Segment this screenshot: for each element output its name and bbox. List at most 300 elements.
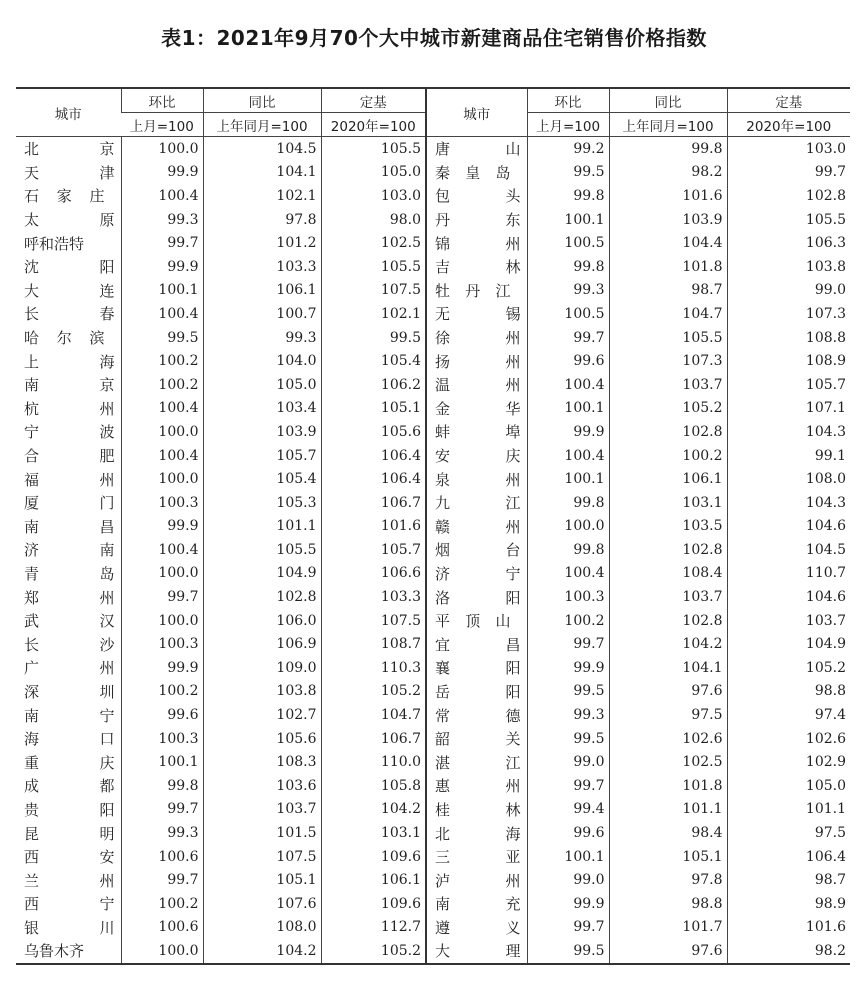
city-char: 理 [505, 942, 521, 961]
city-name [24, 705, 115, 726]
city-char: 南 [435, 895, 451, 914]
city-char: 德 [505, 706, 521, 725]
mom-value-right: 100.4 [527, 373, 609, 397]
yoy-value-right: 103.5 [609, 515, 727, 539]
city-char: 州 [505, 470, 521, 489]
yoy-value-right: 97.5 [609, 703, 727, 727]
city-char: 锦 [435, 234, 451, 253]
city-cell-left [16, 798, 121, 822]
city-cell-right [426, 585, 527, 609]
city-char: 西 [24, 895, 40, 914]
table-row [16, 750, 850, 774]
base-value-right: 104.5 [727, 538, 850, 562]
city-char: 惠 [435, 777, 451, 796]
city-name [435, 775, 521, 796]
mom-value-right: 99.8 [527, 538, 609, 562]
mom-value-left: 100.0 [121, 420, 203, 444]
city-char: 汉 [99, 612, 115, 631]
city-name [435, 539, 521, 560]
base-value-left: 101.6 [321, 515, 426, 539]
city-char: 南 [24, 706, 40, 725]
table-row [16, 939, 850, 964]
base-value-left: 105.6 [321, 420, 426, 444]
base-value-right: 103.0 [727, 137, 850, 161]
header-yoy-sub-right: 上年同月=100 [609, 113, 727, 137]
city-char: 蚌 [435, 423, 451, 442]
city-char: 州 [505, 871, 521, 890]
base-value-right: 102.6 [727, 727, 850, 751]
yoy-value-left: 104.5 [203, 137, 321, 161]
city-cell-left [16, 821, 121, 845]
mom-value-left: 100.4 [121, 397, 203, 421]
table-row [16, 231, 850, 255]
city-cell-left [16, 892, 121, 916]
city-name [24, 728, 115, 749]
city-name [24, 162, 115, 183]
city-char: 杭 [24, 399, 40, 418]
yoy-value-right: 103.1 [609, 491, 727, 515]
table-row [16, 137, 850, 161]
yoy-value-right: 102.6 [609, 727, 727, 751]
table-row [16, 798, 850, 822]
mom-value-left: 99.7 [121, 585, 203, 609]
table-row [16, 609, 850, 633]
table-row [16, 255, 850, 279]
city-char: 义 [505, 918, 521, 937]
yoy-value-right: 105.1 [609, 845, 727, 869]
price-index-table [16, 87, 850, 965]
mom-value-right: 99.7 [527, 632, 609, 656]
city-cell-left [16, 868, 121, 892]
mom-value-right: 100.1 [527, 208, 609, 232]
base-value-left: 106.6 [321, 562, 426, 586]
city-name: 乌鲁木齐 [24, 942, 85, 961]
base-value-right: 101.1 [727, 798, 850, 822]
base-value-right: 102.9 [727, 750, 850, 774]
city-name [435, 752, 521, 773]
city-name [435, 657, 521, 678]
base-value-right: 98.8 [727, 680, 850, 704]
city-cell-right [426, 703, 527, 727]
base-value-left: 106.4 [321, 444, 426, 468]
yoy-value-right: 97.8 [609, 868, 727, 892]
city-char: 哈 [24, 329, 40, 348]
city-cell-right [426, 868, 527, 892]
city-cell-left [16, 656, 121, 680]
city-char: 春 [99, 305, 115, 324]
city-cell-right [426, 184, 527, 208]
city-char: 皇 [465, 163, 481, 182]
city-name [24, 823, 115, 844]
mom-value-right: 99.4 [527, 798, 609, 822]
base-value-right: 98.2 [727, 939, 850, 964]
table-row [16, 515, 850, 539]
city-char: 大 [24, 281, 40, 300]
city-char: 头 [505, 187, 521, 206]
city-char: 津 [99, 163, 115, 182]
mom-value-right: 99.5 [527, 727, 609, 751]
city-char: 温 [435, 376, 451, 395]
yoy-value-right: 104.4 [609, 231, 727, 255]
city-cell-right [426, 373, 527, 397]
base-value-right: 110.7 [727, 562, 850, 586]
yoy-value-left: 97.8 [203, 208, 321, 232]
yoy-value-left: 105.0 [203, 373, 321, 397]
city-cell-right [426, 255, 527, 279]
yoy-value-left: 103.9 [203, 420, 321, 444]
city-cell-right [426, 467, 527, 491]
city-name [435, 327, 521, 348]
base-value-right: 103.7 [727, 609, 850, 633]
city-char: 林 [505, 258, 521, 277]
city-name [24, 870, 115, 891]
mom-value-right: 100.1 [527, 845, 609, 869]
city-char: 常 [435, 706, 451, 725]
city-char: 安 [99, 848, 115, 867]
base-value-left: 105.7 [321, 538, 426, 562]
table-row [16, 208, 850, 232]
city-name [24, 752, 115, 773]
table-row [16, 397, 850, 421]
city-cell-right [426, 845, 527, 869]
city-name [435, 728, 521, 749]
city-cell-right [426, 231, 527, 255]
city-name [435, 374, 521, 395]
city-cell-right [426, 137, 527, 161]
yoy-value-left: 100.7 [203, 302, 321, 326]
city-char: 宜 [435, 635, 451, 654]
base-value-right: 99.7 [727, 161, 850, 185]
city-char: 圳 [99, 682, 115, 701]
city-cell-right [426, 916, 527, 940]
city-char: 阳 [505, 659, 521, 678]
yoy-value-right: 97.6 [609, 680, 727, 704]
city-name [435, 256, 521, 277]
mom-value-right: 99.8 [527, 491, 609, 515]
city-char: 海 [99, 352, 115, 371]
city-name [435, 799, 521, 820]
yoy-value-left: 106.1 [203, 279, 321, 303]
header-base-sub-right: 2020年=100 [727, 113, 850, 137]
base-value-left: 104.2 [321, 798, 426, 822]
base-value-right: 107.1 [727, 397, 850, 421]
base-value-left: 103.0 [321, 184, 426, 208]
city-name [435, 138, 521, 159]
city-char: 山 [495, 612, 511, 631]
mom-value-right: 99.5 [527, 161, 609, 185]
yoy-value-right: 101.7 [609, 916, 727, 940]
city-cell-right [426, 444, 527, 468]
city-name [24, 775, 115, 796]
base-value-right: 105.2 [727, 656, 850, 680]
yoy-value-left: 105.3 [203, 491, 321, 515]
city-cell-left [16, 161, 121, 185]
city-char: 阳 [505, 588, 521, 607]
mom-value-left: 99.9 [121, 255, 203, 279]
city-name [435, 162, 521, 183]
city-char: 昌 [505, 635, 521, 654]
city-name [24, 138, 115, 159]
base-value-left: 109.6 [321, 892, 426, 916]
base-value-left: 105.2 [321, 680, 426, 704]
mom-value-left: 100.3 [121, 491, 203, 515]
yoy-value-left: 109.0 [203, 656, 321, 680]
city-char: 阳 [99, 800, 115, 819]
base-value-left: 110.0 [321, 750, 426, 774]
yoy-value-right: 101.8 [609, 774, 727, 798]
mom-value-right: 99.2 [527, 137, 609, 161]
city-name [435, 445, 521, 466]
city-cell-right [426, 279, 527, 303]
header-base-sub-left: 2020年=100 [321, 113, 426, 137]
city-char: 南 [24, 517, 40, 536]
header-yoy-right: 同比 [609, 88, 727, 113]
base-value-left: 106.1 [321, 868, 426, 892]
mom-value-right: 100.3 [527, 585, 609, 609]
city-char: 秦 [435, 163, 451, 182]
yoy-value-left: 105.1 [203, 868, 321, 892]
mom-value-right: 99.6 [527, 821, 609, 845]
city-name [24, 539, 115, 560]
city-char: 州 [99, 588, 115, 607]
yoy-value-right: 108.4 [609, 562, 727, 586]
city-name [24, 563, 115, 584]
yoy-value-right: 99.8 [609, 137, 727, 161]
yoy-value-left: 105.6 [203, 727, 321, 751]
city-name [435, 940, 521, 961]
table-row [16, 632, 850, 656]
header-city-left: 城市 [16, 88, 121, 137]
yoy-value-left: 102.8 [203, 585, 321, 609]
header-yoy-sub-left: 上年同月=100 [203, 113, 321, 137]
city-char: 都 [99, 777, 115, 796]
city-cell-right [426, 750, 527, 774]
table-row [16, 892, 850, 916]
yoy-value-right: 98.4 [609, 821, 727, 845]
mom-value-right: 99.6 [527, 349, 609, 373]
yoy-value-left: 106.9 [203, 632, 321, 656]
city-char: 华 [505, 399, 521, 418]
city-char: 武 [24, 612, 40, 631]
city-cell-left [16, 939, 121, 964]
base-value-right: 106.4 [727, 845, 850, 869]
city-cell-right [426, 632, 527, 656]
table-row [16, 279, 850, 303]
header-base-left: 定基 [321, 88, 426, 113]
mom-value-left: 100.4 [121, 302, 203, 326]
city-name [24, 893, 115, 914]
city-cell-right [426, 349, 527, 373]
city-char: 亚 [505, 848, 521, 867]
mom-value-left: 100.0 [121, 467, 203, 491]
city-char: 州 [99, 871, 115, 890]
base-value-right: 104.3 [727, 491, 850, 515]
yoy-value-right: 102.8 [609, 420, 727, 444]
yoy-value-left: 108.3 [203, 750, 321, 774]
city-char: 沙 [99, 635, 115, 654]
city-name [435, 351, 521, 372]
mom-value-left: 100.0 [121, 137, 203, 161]
mom-value-left: 100.2 [121, 373, 203, 397]
base-value-right: 101.6 [727, 916, 850, 940]
table-row [16, 302, 850, 326]
city-cell-right [426, 680, 527, 704]
yoy-value-left: 107.5 [203, 845, 321, 869]
city-cell-right [426, 420, 527, 444]
city-char: 长 [24, 305, 40, 324]
table-header [16, 88, 850, 137]
table-row [16, 727, 850, 751]
city-cell-right [426, 208, 527, 232]
yoy-value-left: 101.2 [203, 231, 321, 255]
mom-value-right: 99.7 [527, 916, 609, 940]
city-name [435, 516, 521, 537]
city-name [24, 398, 115, 419]
mom-value-left: 100.3 [121, 632, 203, 656]
city-char: 大 [435, 942, 451, 961]
city-char: 宁 [24, 423, 40, 442]
mom-value-right: 99.7 [527, 774, 609, 798]
city-char: 烟 [435, 541, 451, 560]
city-name [435, 634, 521, 655]
yoy-value-left: 104.2 [203, 939, 321, 964]
city-char: 京 [99, 140, 115, 159]
city-name [24, 657, 115, 678]
city-name [24, 610, 115, 631]
city-char: 州 [505, 352, 521, 371]
yoy-value-left: 104.1 [203, 161, 321, 185]
city-char: 桂 [435, 800, 451, 819]
yoy-value-left: 102.1 [203, 184, 321, 208]
table-row [16, 184, 850, 208]
yoy-value-right: 98.2 [609, 161, 727, 185]
city-char: 口 [99, 730, 115, 749]
base-value-left: 105.1 [321, 397, 426, 421]
city-name [24, 587, 115, 608]
city-char: 西 [24, 848, 40, 867]
base-value-left: 105.2 [321, 939, 426, 964]
base-value-left: 106.2 [321, 373, 426, 397]
yoy-value-right: 107.3 [609, 349, 727, 373]
base-value-right: 107.3 [727, 302, 850, 326]
city-char: 韶 [435, 730, 451, 749]
yoy-value-right: 103.9 [609, 208, 727, 232]
city-name [435, 917, 521, 938]
city-char: 太 [24, 211, 40, 230]
city-name [24, 445, 115, 466]
city-cell-left [16, 916, 121, 940]
base-value-left: 98.0 [321, 208, 426, 232]
city-name [435, 681, 521, 702]
city-name [24, 634, 115, 655]
base-value-right: 99.0 [727, 279, 850, 303]
mom-value-right: 100.2 [527, 609, 609, 633]
header-base-right: 定基 [727, 88, 850, 113]
city-char: 福 [24, 470, 40, 489]
city-char: 泸 [435, 871, 451, 890]
city-char: 京 [99, 376, 115, 395]
city-cell-right [426, 798, 527, 822]
mom-value-left: 100.2 [121, 892, 203, 916]
yoy-value-left: 103.7 [203, 798, 321, 822]
city-char: 州 [505, 234, 521, 253]
mom-value-left: 99.3 [121, 821, 203, 845]
table-row [16, 349, 850, 373]
base-value-left: 106.7 [321, 491, 426, 515]
city-char: 连 [99, 281, 115, 300]
city-char: 广 [24, 659, 40, 678]
city-char: 锡 [505, 305, 521, 324]
yoy-value-right: 104.2 [609, 632, 727, 656]
city-cell-left [16, 302, 121, 326]
city-name [24, 681, 115, 702]
city-name: 呼和浩特 [24, 234, 85, 253]
city-char: 天 [24, 163, 40, 182]
city-name [24, 327, 115, 348]
city-cell-right [426, 538, 527, 562]
city-char: 深 [24, 682, 40, 701]
yoy-value-left: 105.7 [203, 444, 321, 468]
city-name [24, 492, 115, 513]
city-cell-left [16, 231, 121, 255]
base-value-left: 103.1 [321, 821, 426, 845]
city-name [435, 587, 521, 608]
yoy-value-right: 102.5 [609, 750, 727, 774]
city-name [24, 846, 115, 867]
mom-value-right: 99.8 [527, 184, 609, 208]
city-char: 平 [435, 612, 451, 631]
city-name [24, 280, 115, 301]
yoy-value-right: 98.8 [609, 892, 727, 916]
city-name [435, 209, 521, 230]
city-char: 肥 [99, 447, 115, 466]
city-char: 郑 [24, 588, 40, 607]
yoy-value-left: 106.0 [203, 609, 321, 633]
city-char: 岳 [435, 682, 451, 701]
city-cell-left [16, 703, 121, 727]
city-cell-left [16, 585, 121, 609]
city-cell-left [16, 750, 121, 774]
base-value-right: 103.8 [727, 255, 850, 279]
table-row [16, 420, 850, 444]
city-cell-right [426, 939, 527, 964]
city-char: 丹 [465, 281, 481, 300]
city-name [24, 917, 115, 938]
city-cell-right [426, 515, 527, 539]
mom-value-right: 100.1 [527, 397, 609, 421]
city-cell-right [426, 397, 527, 421]
city-cell-left [16, 279, 121, 303]
city-name [435, 893, 521, 914]
city-char: 尔 [56, 329, 72, 348]
table-row [16, 491, 850, 515]
city-char: 宁 [99, 895, 115, 914]
header-mom-left: 环比 [121, 88, 203, 113]
mom-value-left: 99.8 [121, 774, 203, 798]
yoy-value-right: 103.7 [609, 373, 727, 397]
mom-value-left: 99.3 [121, 208, 203, 232]
base-value-left: 105.5 [321, 137, 426, 161]
table-row [16, 656, 850, 680]
yoy-value-right: 103.7 [609, 585, 727, 609]
city-cell-left [16, 326, 121, 350]
city-cell-right [426, 562, 527, 586]
table-body [16, 137, 850, 964]
yoy-value-right: 104.1 [609, 656, 727, 680]
mom-value-left: 100.0 [121, 562, 203, 586]
mom-value-left: 99.5 [121, 326, 203, 350]
city-cell-right [426, 326, 527, 350]
